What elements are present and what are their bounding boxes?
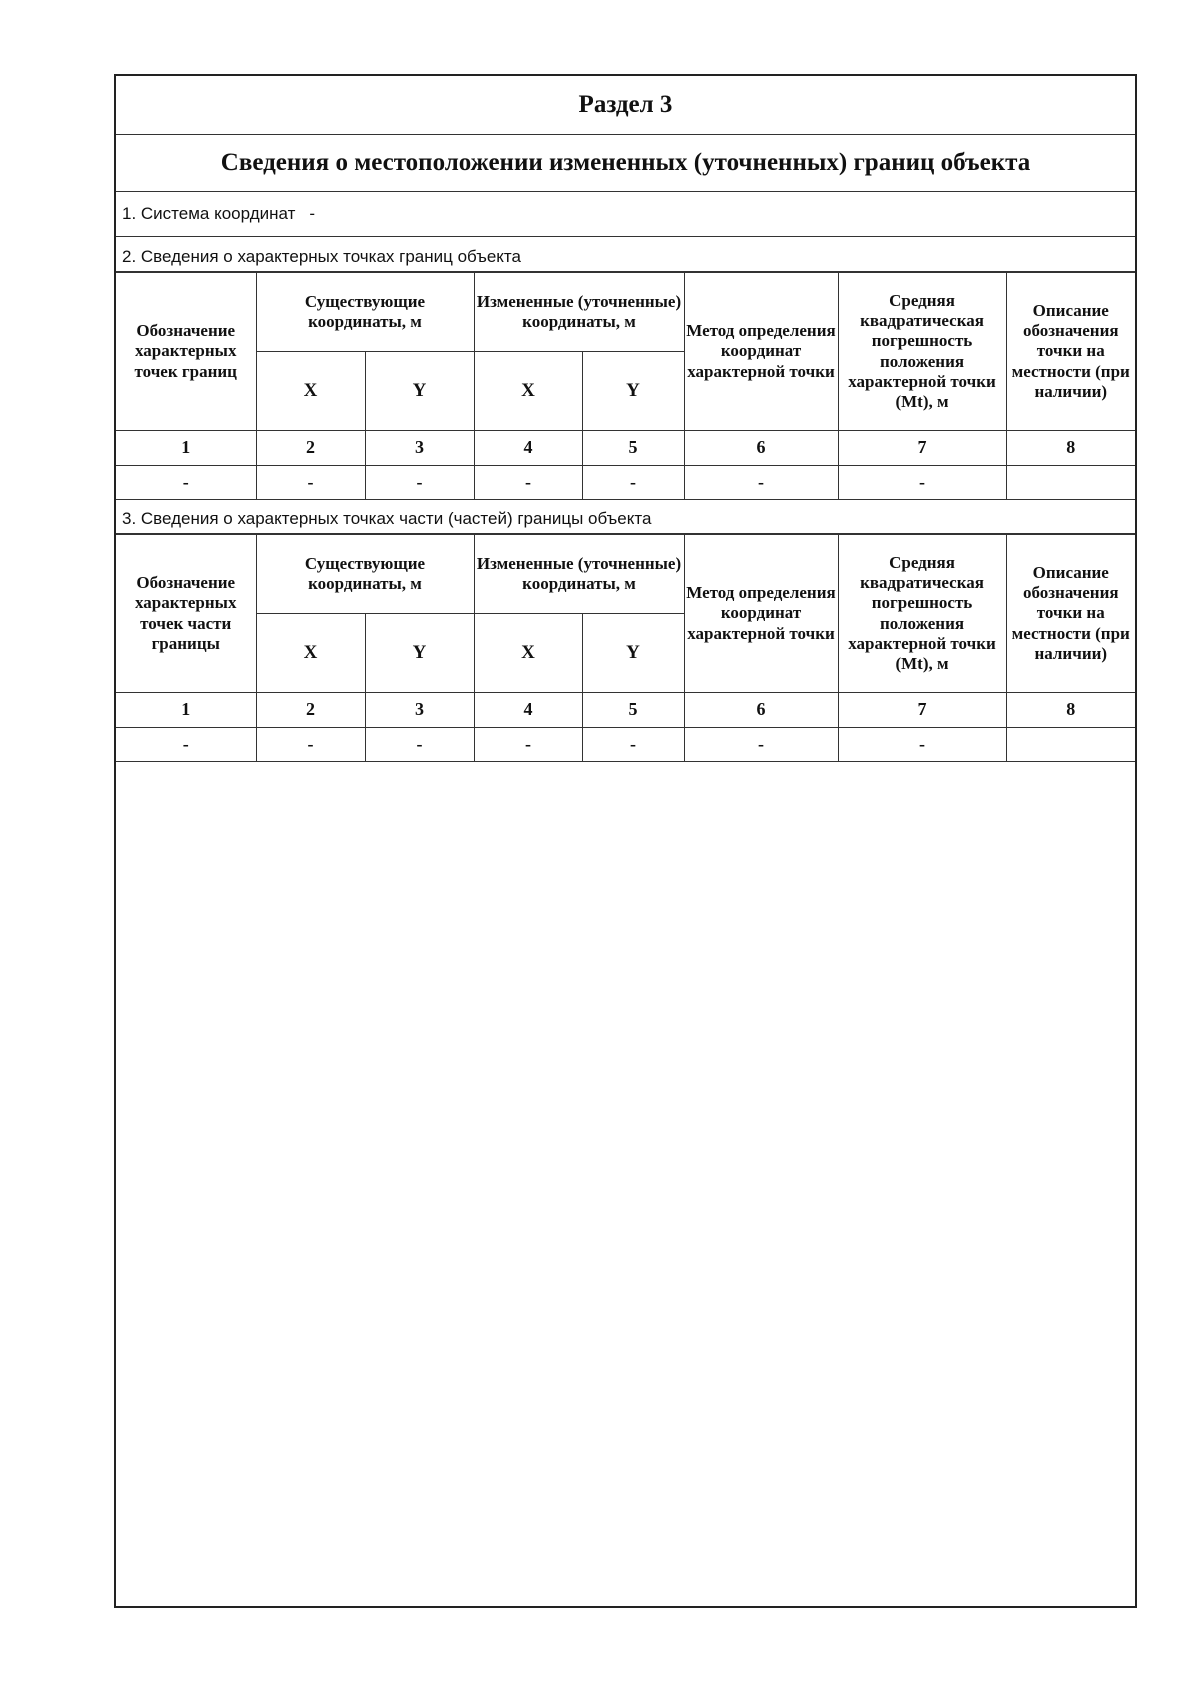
header-existing-y: Y bbox=[365, 352, 474, 431]
table-cell: - bbox=[474, 728, 582, 762]
coordinate-system-label: 1. Система координат bbox=[122, 204, 296, 223]
header-existing-y: Y bbox=[365, 614, 474, 693]
table-cell: - bbox=[582, 466, 684, 500]
table-cell: - bbox=[116, 728, 256, 762]
column-number: 7 bbox=[838, 431, 1006, 466]
table-cell bbox=[1006, 728, 1135, 762]
column-number: 6 bbox=[684, 431, 838, 466]
table-cell: - bbox=[365, 466, 474, 500]
coordinate-system-value: - bbox=[309, 204, 316, 223]
header-existing-x: X bbox=[256, 614, 365, 693]
column-number: 8 bbox=[1006, 693, 1135, 728]
header-description: Описание обозначения точки на местности (при наличии) bbox=[1006, 273, 1135, 431]
table-cell: - bbox=[684, 728, 838, 762]
header-changed-y: Y bbox=[582, 614, 684, 693]
table-cell: - bbox=[582, 728, 684, 762]
header-changed-x: X bbox=[474, 614, 582, 693]
header-description: Описание обозначения точки на местности (при наличии) bbox=[1006, 535, 1135, 693]
header-designation: Обозначение характерных точек части границы bbox=[116, 535, 256, 693]
table1-caption: 2. Сведения о характерных точках границ объекта bbox=[116, 237, 1135, 272]
column-number: 3 bbox=[365, 693, 474, 728]
column-number: 1 bbox=[116, 431, 256, 466]
header-changed-y: Y bbox=[582, 352, 684, 431]
header-changed-x: X bbox=[474, 352, 582, 431]
column-number: 4 bbox=[474, 431, 582, 466]
table-cell: - bbox=[684, 466, 838, 500]
column-number: 2 bbox=[256, 693, 365, 728]
column-number: 3 bbox=[365, 431, 474, 466]
boundary-part-points-table bbox=[116, 534, 1135, 762]
column-number: 8 bbox=[1006, 431, 1135, 466]
column-number: 6 bbox=[684, 693, 838, 728]
table-cell: - bbox=[474, 466, 582, 500]
header-mean-error: Средняя квадратическая погрешность положения характерной точки (Mt), м bbox=[838, 535, 1006, 693]
table-cell bbox=[1006, 466, 1135, 500]
table-cell: - bbox=[838, 728, 1006, 762]
header-changed-coords: Измененные (уточненные) координаты, м bbox=[474, 535, 684, 614]
table-cell: - bbox=[256, 728, 365, 762]
boundary-points-table bbox=[116, 272, 1135, 500]
document-title: Сведения о местоположении измененных (уточненных) границ объекта bbox=[116, 135, 1135, 192]
header-designation: Обозначение характерных точек границ bbox=[116, 273, 256, 431]
table-row bbox=[116, 728, 1135, 762]
column-numbers-row bbox=[116, 431, 1135, 466]
header-changed-coords: Измененные (уточненные) координаты, м bbox=[474, 273, 684, 352]
column-number: 4 bbox=[474, 693, 582, 728]
document-frame bbox=[114, 74, 1137, 1608]
column-number: 7 bbox=[838, 693, 1006, 728]
column-number: 5 bbox=[582, 431, 684, 466]
header-method: Метод определения координат характерной точки bbox=[684, 273, 838, 431]
header-existing-coords: Существующие координаты, м bbox=[256, 273, 474, 352]
table-row bbox=[116, 466, 1135, 500]
table2-caption: 3. Сведения о характерных точках части (частей) границы объекта bbox=[116, 499, 1135, 534]
column-numbers-row bbox=[116, 693, 1135, 728]
table-cell: - bbox=[838, 466, 1006, 500]
section-title: Раздел 3 bbox=[116, 76, 1135, 135]
column-number: 5 bbox=[582, 693, 684, 728]
table-cell: - bbox=[365, 728, 474, 762]
header-existing-coords: Существующие координаты, м bbox=[256, 535, 474, 614]
column-number: 2 bbox=[256, 431, 365, 466]
header-mean-error: Средняя квадратическая погрешность положения характерной точки (Mt), м bbox=[838, 273, 1006, 431]
table-cell: - bbox=[116, 466, 256, 500]
coordinate-system bbox=[116, 192, 1135, 237]
header-method: Метод определения координат характерной точки bbox=[684, 535, 838, 693]
column-number: 1 bbox=[116, 693, 256, 728]
header-existing-x: X bbox=[256, 352, 365, 431]
table-cell: - bbox=[256, 466, 365, 500]
